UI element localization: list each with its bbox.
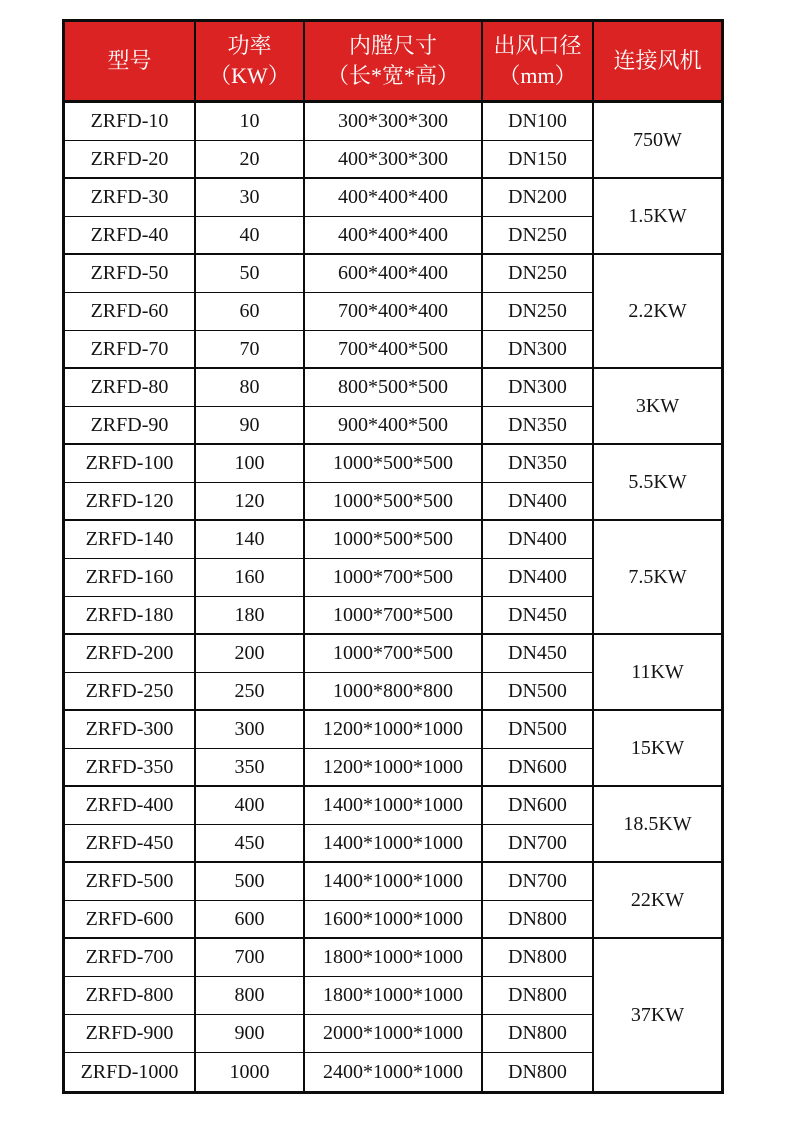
chamber-size-cell: 1000*800*800 <box>305 673 483 711</box>
outlet-diameter-cell: DN500 <box>483 673 594 711</box>
outlet-diameter-cell: DN300 <box>483 331 594 369</box>
power-cell: 250 <box>196 673 305 711</box>
outlet-diameter-cell: DN600 <box>483 787 594 825</box>
outlet-diameter-cell: DN450 <box>483 597 594 635</box>
model-cell: ZRFD-50 <box>65 255 196 293</box>
outlet-diameter-cell: DN400 <box>483 559 594 597</box>
power-cell: 70 <box>196 331 305 369</box>
spec-table-body <box>65 103 721 1091</box>
chamber-size-cell: 1000*500*500 <box>305 483 483 521</box>
model-cell: ZRFD-400 <box>65 787 196 825</box>
outlet-diameter-cell: DN800 <box>483 977 594 1015</box>
power-cell: 120 <box>196 483 305 521</box>
outlet-diameter-cell: DN350 <box>483 407 594 445</box>
power-cell: 180 <box>196 597 305 635</box>
power-cell: 600 <box>196 901 305 939</box>
power-cell: 80 <box>196 369 305 407</box>
table-row <box>65 521 721 559</box>
outlet-diameter-cell: DN400 <box>483 483 594 521</box>
model-cell: ZRFD-250 <box>65 673 196 711</box>
power-cell: 450 <box>196 825 305 863</box>
column-header-sublabel: （KW） <box>209 63 290 88</box>
model-cell: ZRFD-140 <box>65 521 196 559</box>
chamber-size-cell: 1400*1000*1000 <box>305 863 483 901</box>
power-cell: 200 <box>196 635 305 673</box>
outlet-diameter-cell: DN800 <box>483 901 594 939</box>
power-cell: 700 <box>196 939 305 977</box>
chamber-size-cell: 600*400*400 <box>305 255 483 293</box>
outlet-diameter-cell: DN100 <box>483 103 594 141</box>
chamber-size-cell: 1000*700*500 <box>305 559 483 597</box>
table-row <box>65 939 721 977</box>
power-cell: 160 <box>196 559 305 597</box>
outlet-diameter-cell: DN350 <box>483 445 594 483</box>
power-cell: 900 <box>196 1015 305 1053</box>
power-cell: 90 <box>196 407 305 445</box>
power-cell: 350 <box>196 749 305 787</box>
column-header-label: 型号 <box>107 48 152 74</box>
model-cell: ZRFD-120 <box>65 483 196 521</box>
model-cell: ZRFD-450 <box>65 825 196 863</box>
chamber-size-cell: 1000*700*500 <box>305 597 483 635</box>
model-cell: ZRFD-40 <box>65 217 196 255</box>
chamber-size-cell: 400*300*300 <box>305 141 483 179</box>
outlet-diameter-cell: DN150 <box>483 141 594 179</box>
outlet-diameter-cell: DN250 <box>483 293 594 331</box>
fan-power-cell: 2.2KW <box>594 255 721 369</box>
fan-power-cell: 750W <box>594 103 721 179</box>
power-cell: 800 <box>196 977 305 1015</box>
model-cell: ZRFD-70 <box>65 331 196 369</box>
model-cell: ZRFD-900 <box>65 1015 196 1053</box>
chamber-size-cell: 700*400*500 <box>305 331 483 369</box>
fan-power-cell: 5.5KW <box>594 445 721 521</box>
table-row <box>65 255 721 293</box>
outlet-diameter-cell: DN800 <box>483 1015 594 1053</box>
outlet-diameter-cell: DN800 <box>483 939 594 977</box>
fan-power-cell: 18.5KW <box>594 787 721 863</box>
model-cell: ZRFD-180 <box>65 597 196 635</box>
spec-table-header <box>65 22 721 103</box>
power-cell: 30 <box>196 179 305 217</box>
fan-power-cell: 7.5KW <box>594 521 721 635</box>
model-cell: ZRFD-60 <box>65 293 196 331</box>
model-cell: ZRFD-1000 <box>65 1053 196 1091</box>
outlet-diameter-cell: DN400 <box>483 521 594 559</box>
outlet-diameter-cell: DN700 <box>483 825 594 863</box>
table-row <box>65 635 721 673</box>
chamber-size-cell: 1000*500*500 <box>305 445 483 483</box>
column-header-label: 功率 <box>227 33 272 59</box>
model-cell: ZRFD-600 <box>65 901 196 939</box>
power-cell: 1000 <box>196 1053 305 1091</box>
column-header-label: 出风口径 <box>493 33 582 59</box>
power-cell: 140 <box>196 521 305 559</box>
column-header-1 <box>65 22 196 103</box>
model-cell: ZRFD-700 <box>65 939 196 977</box>
model-cell: ZRFD-10 <box>65 103 196 141</box>
table-row <box>65 863 721 901</box>
table-row <box>65 787 721 825</box>
model-cell: ZRFD-500 <box>65 863 196 901</box>
fan-power-cell: 3KW <box>594 369 721 445</box>
column-header-label: 内膛尺寸 <box>348 33 437 59</box>
chamber-size-cell: 300*300*300 <box>305 103 483 141</box>
table-row <box>65 445 721 483</box>
power-cell: 400 <box>196 787 305 825</box>
model-cell: ZRFD-800 <box>65 977 196 1015</box>
chamber-size-cell: 800*500*500 <box>305 369 483 407</box>
chamber-size-cell: 1000*700*500 <box>305 635 483 673</box>
power-cell: 500 <box>196 863 305 901</box>
chamber-size-cell: 2400*1000*1000 <box>305 1053 483 1091</box>
table-row <box>65 103 721 141</box>
chamber-size-cell: 1200*1000*1000 <box>305 749 483 787</box>
spec-table <box>65 22 721 1091</box>
model-cell: ZRFD-350 <box>65 749 196 787</box>
outlet-diameter-cell: DN200 <box>483 179 594 217</box>
model-cell: ZRFD-80 <box>65 369 196 407</box>
fan-power-cell: 1.5KW <box>594 179 721 255</box>
outlet-diameter-cell: DN450 <box>483 635 594 673</box>
outlet-diameter-cell: DN700 <box>483 863 594 901</box>
outlet-diameter-cell: DN300 <box>483 369 594 407</box>
column-header-sublabel: （长*宽*高） <box>326 63 459 88</box>
fan-power-cell: 15KW <box>594 711 721 787</box>
chamber-size-cell: 700*400*400 <box>305 293 483 331</box>
chamber-size-cell: 900*400*500 <box>305 407 483 445</box>
column-header-sublabel: （mm） <box>498 63 577 88</box>
chamber-size-cell: 1800*1000*1000 <box>305 939 483 977</box>
chamber-size-cell: 400*400*400 <box>305 217 483 255</box>
table-row <box>65 711 721 749</box>
chamber-size-cell: 1400*1000*1000 <box>305 825 483 863</box>
outlet-diameter-cell: DN800 <box>483 1053 594 1091</box>
model-cell: ZRFD-90 <box>65 407 196 445</box>
chamber-size-cell: 400*400*400 <box>305 179 483 217</box>
chamber-size-cell: 2000*1000*1000 <box>305 1015 483 1053</box>
model-cell: ZRFD-300 <box>65 711 196 749</box>
table-row <box>65 179 721 217</box>
power-cell: 10 <box>196 103 305 141</box>
chamber-size-cell: 1200*1000*1000 <box>305 711 483 749</box>
chamber-size-cell: 1400*1000*1000 <box>305 787 483 825</box>
power-cell: 20 <box>196 141 305 179</box>
column-header-4 <box>483 22 594 103</box>
fan-power-cell: 22KW <box>594 863 721 939</box>
outlet-diameter-cell: DN250 <box>483 217 594 255</box>
outlet-diameter-cell: DN250 <box>483 255 594 293</box>
column-header-5 <box>594 22 721 103</box>
fan-power-cell: 11KW <box>594 635 721 711</box>
power-cell: 100 <box>196 445 305 483</box>
power-cell: 50 <box>196 255 305 293</box>
fan-power-cell: 37KW <box>594 939 721 1091</box>
power-cell: 40 <box>196 217 305 255</box>
column-header-3 <box>305 22 483 103</box>
model-cell: ZRFD-20 <box>65 141 196 179</box>
header-row <box>65 22 721 103</box>
column-header-label: 连接风机 <box>613 48 702 74</box>
chamber-size-cell: 1600*1000*1000 <box>305 901 483 939</box>
table-row <box>65 369 721 407</box>
spec-table-frame <box>62 19 724 1094</box>
outlet-diameter-cell: DN500 <box>483 711 594 749</box>
outlet-diameter-cell: DN600 <box>483 749 594 787</box>
model-cell: ZRFD-100 <box>65 445 196 483</box>
power-cell: 300 <box>196 711 305 749</box>
column-header-2 <box>196 22 305 103</box>
chamber-size-cell: 1000*500*500 <box>305 521 483 559</box>
model-cell: ZRFD-160 <box>65 559 196 597</box>
power-cell: 60 <box>196 293 305 331</box>
chamber-size-cell: 1800*1000*1000 <box>305 977 483 1015</box>
model-cell: ZRFD-30 <box>65 179 196 217</box>
model-cell: ZRFD-200 <box>65 635 196 673</box>
